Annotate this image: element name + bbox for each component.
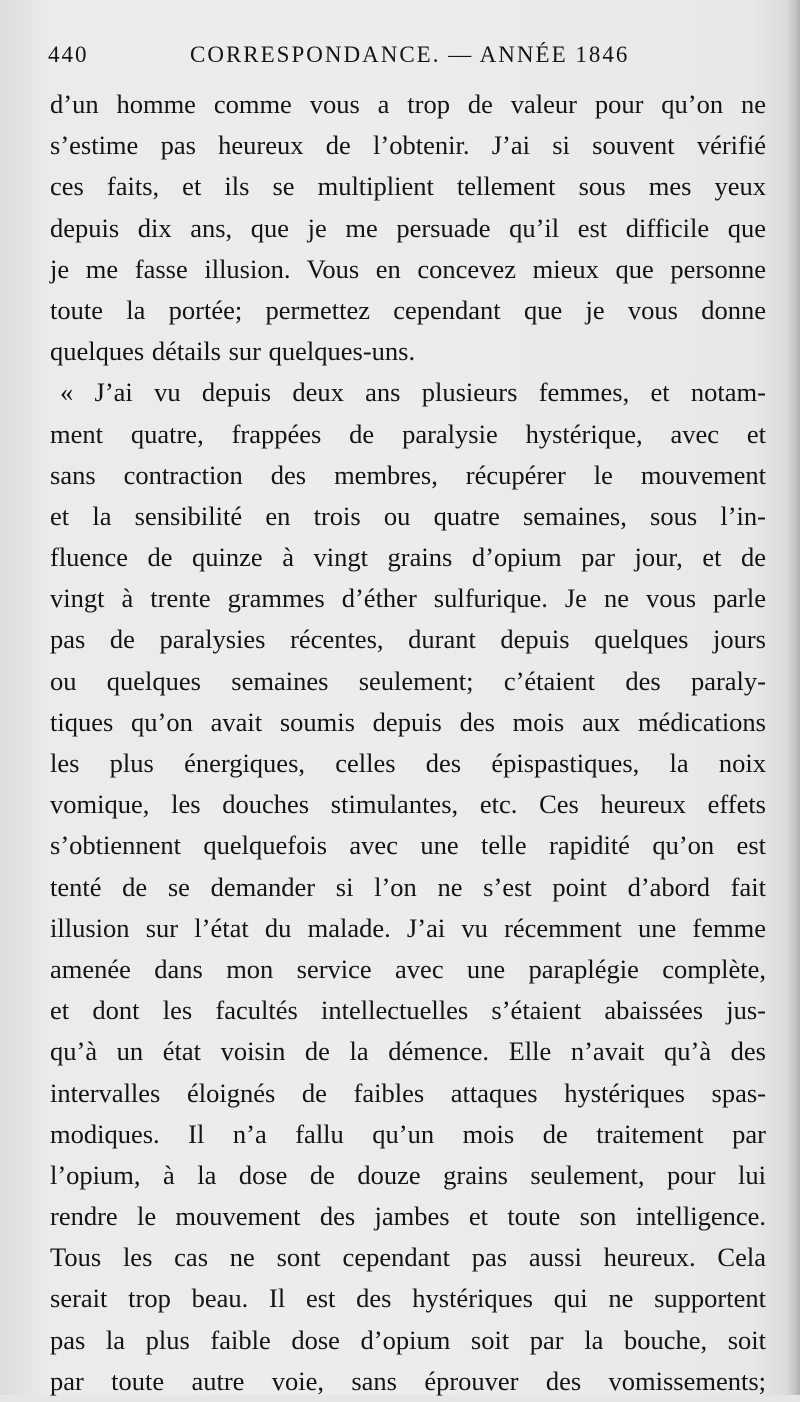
text-line: fluence de quinze à vingt grains d’opium par jour, et de bbox=[50, 542, 766, 573]
running-head bbox=[48, 38, 764, 72]
text-line: ces faits, et ils se multiplient tellement sous mes yeux bbox=[50, 171, 766, 202]
text-line: tenté de se demander si l’on ne s’est point d’abord fait bbox=[50, 871, 766, 902]
text-line: vomique, les douches stimulantes, etc. Ces heureux effets bbox=[50, 789, 766, 820]
text-line: tiques qu’on avait soumis depuis des mois aux médications bbox=[50, 706, 766, 737]
text-line: qu’à un état voisin de la démence. Elle n’avait qu’à des bbox=[50, 1036, 766, 1067]
text-line: l’opium, à la dose de douze grains seulement, pour lui bbox=[50, 1159, 766, 1190]
text-line: Tous les cas ne sont cependant pas aussi heureux. Cela bbox=[50, 1242, 766, 1273]
text-line: intervalles éloignés de faibles attaques hystériques spas- bbox=[50, 1077, 766, 1108]
text-line: amenée dans mon service avec une paraplégie complète, bbox=[50, 953, 766, 984]
text-line: quelques détails sur quelques-uns. bbox=[50, 336, 416, 367]
text-line: depuis dix ans, que je me persuade qu’il est difficile que bbox=[50, 212, 766, 243]
text-line: modiques. Il n’a fallu qu’un mois de traitement par bbox=[50, 1118, 766, 1149]
page-number: 440 bbox=[48, 42, 89, 67]
text-line: toute la portée; permettez cependant que je vous donne bbox=[50, 294, 766, 325]
page-edge-shadow bbox=[786, 0, 800, 1395]
text-line: pas de paralysies récentes, durant depuis quelques jours bbox=[50, 624, 766, 655]
text-line: vingt à trente grammes d’éther sulfurique. Je ne vous parle bbox=[50, 583, 766, 614]
text-line: je me fasse illusion. Vous en concevez mieux que personne bbox=[50, 253, 766, 284]
text-line: pas la plus faible dose d’opium soit par la bouche, soit bbox=[50, 1324, 766, 1355]
text-line: ou quelques semaines seulement; c’étaient des paraly- bbox=[50, 665, 766, 696]
text-line: ment quatre, frappées de paralysie hystérique, avec et bbox=[50, 418, 766, 449]
text-line: et la sensibilité en trois ou quatre semaines, sous l’in- bbox=[50, 500, 766, 531]
text-line: « J’ai vu depuis deux ans plusieurs femmes, et notam- bbox=[60, 377, 766, 408]
text-line: par toute autre voie, sans éprouver des vomissements; bbox=[50, 1365, 766, 1396]
text-body bbox=[50, 84, 766, 1402]
running-title: CORRESPONDANCE. — ANNÉE 1846 bbox=[190, 42, 630, 67]
text-line: sans contraction des membres, récupérer le mouvement bbox=[50, 459, 766, 490]
text-line: s’estime pas heureux de l’obtenir. J’ai si souvent vérifié bbox=[50, 130, 766, 161]
text-line: et dont les facultés intellectuelles s’étaient abaissées jus- bbox=[50, 995, 766, 1026]
text-line: rendre le mouvement des jambes et toute son intelligence. bbox=[50, 1201, 766, 1232]
text-line: serait trop beau. Il est des hystériques qui ne supportent bbox=[50, 1283, 766, 1314]
text-line: illusion sur l’état du malade. J’ai vu récemment une femme bbox=[50, 912, 766, 943]
text-line: les plus énergiques, celles des épispastiques, la noix bbox=[50, 748, 766, 778]
text-line: s’obtiennent quelquefois avec une telle rapidité qu’on est bbox=[50, 830, 766, 861]
text-line: d’un homme comme vous a trop de valeur pour qu’on ne bbox=[50, 89, 766, 119]
